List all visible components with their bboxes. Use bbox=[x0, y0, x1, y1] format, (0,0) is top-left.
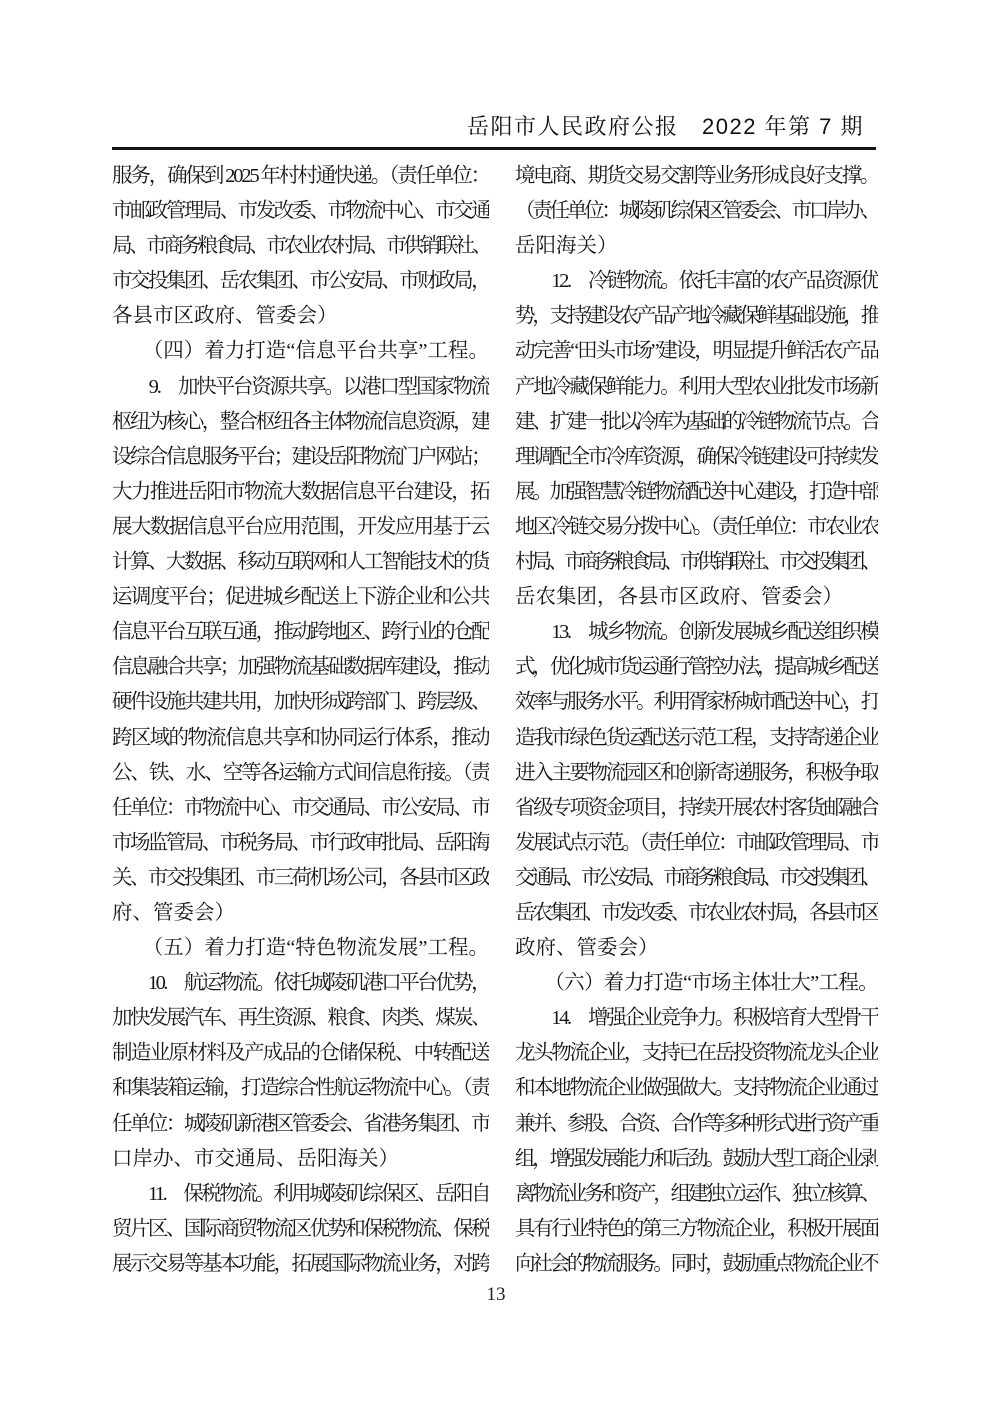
text-line: 14. 增强企业竞争力。积极培育大型骨干 bbox=[515, 1007, 878, 1030]
text-line: 势，支持建设农产品产地冷藏保鲜基础设施，推 bbox=[515, 305, 878, 328]
text-line: 境电商、期货交易交割等业务形成良好支撑。 bbox=[515, 165, 878, 187]
page-number: 13 bbox=[486, 1284, 506, 1305]
text-line: 市交投集团、岳农集团、市公安局、市财政局， bbox=[112, 270, 489, 293]
text-line: 省级专项资金项目，持续开展农村客货邮融合 bbox=[515, 796, 878, 819]
text-line: 展示交易等基本功能，拓展国际物流业务，对跨 bbox=[112, 1252, 489, 1275]
text-line: 信息平台互联互通，推动跨地区、跨行业的仓配 bbox=[112, 621, 489, 644]
text-line: 设综合信息服务平台；建设岳阳物流门户网站； bbox=[112, 445, 489, 468]
text-line: 交通局、市公安局、市商务粮食局、市交投集团、 bbox=[515, 866, 878, 889]
text-line: 制造业原材料及产成品的仓储保税、中转配送 bbox=[112, 1042, 489, 1065]
text-line: 和本地物流企业做强做大。支持物流企业通过 bbox=[515, 1077, 878, 1100]
text-line: 计算、大数据、移动互联网和人工智能技术的货 bbox=[112, 551, 489, 574]
text-line: 枢纽为核心，整合枢纽各主体物流信息资源，建 bbox=[112, 410, 489, 433]
text-line: 进入主要物流园区和创新寄递服务，积极争取 bbox=[515, 761, 878, 784]
text-line: 动完善“田头市场”建设，明显提升鲜活农产品 bbox=[515, 340, 878, 363]
text-line: 府、管委会） bbox=[112, 901, 235, 924]
text-line: 12. 冷链物流。依托丰富的农产品资源优 bbox=[515, 270, 878, 293]
text-line: 岳阳海关） bbox=[515, 235, 618, 258]
text-line: 具有行业特色的第三方物流企业，积极开展面 bbox=[515, 1217, 878, 1240]
gazette-header-title: 岳阳市人民政府公报 2022 年第 7 期 bbox=[466, 114, 864, 139]
right-text-column bbox=[515, 159, 878, 1282]
text-line: 运调度平台；促进城乡配送上下游企业和公共 bbox=[112, 586, 489, 609]
text-line: 跨区域的物流信息共享和协同运行体系，推动 bbox=[112, 726, 489, 749]
text-line: 和集装箱运输，打造综合性航运物流中心。（责 bbox=[112, 1077, 489, 1100]
text-line: 公、铁、水、空等各运输方式间信息衔接。（责 bbox=[112, 761, 489, 784]
text-line: 展。加强智慧冷链物流配送中心建设，打造中部 bbox=[515, 480, 878, 503]
text-line: 政府、管委会） bbox=[515, 937, 659, 960]
text-line: 式，优化城市货运通行管控办法，提高城乡配送 bbox=[515, 656, 878, 679]
text-line: 效率与服务水平。利用胥家桥城市配送中心，打 bbox=[515, 691, 878, 714]
text-line: 各县市区政府、管委会） bbox=[112, 305, 338, 328]
text-line: （五）着力打造“特色物流发展”工程。 bbox=[112, 937, 489, 960]
text-line: 兼并、参股、合资、合作等多种形式进行资产重 bbox=[515, 1112, 878, 1135]
text-line: 10. 航运物流。依托城陵矶港口平台优势， bbox=[112, 972, 489, 995]
text-line: 向社会的物流服务。同时，鼓励重点物流企业不 bbox=[515, 1252, 878, 1275]
text-line: 岳农集团、市发改委、市农业农村局，各县市区 bbox=[515, 901, 878, 924]
text-line: （四）着力打造“信息平台共享”工程。 bbox=[112, 340, 489, 363]
text-line: （六）着力打造“市场主体壮大”工程。 bbox=[515, 972, 878, 995]
text-line: 局、市商务粮食局、市农业农村局、市供销联社、 bbox=[112, 235, 489, 258]
text-line: 加快发展汽车、再生资源、粮食、肉类、煤炭、 bbox=[112, 1007, 489, 1030]
text-line: 展大数据信息平台应用范围，开发应用基于云 bbox=[112, 515, 489, 538]
left-text-column bbox=[112, 159, 489, 1282]
text-line: （责任单位：城陵矶综保区管委会、市口岸办、 bbox=[515, 200, 878, 223]
text-line: 任单位：市物流中心、市交通局、市公安局、市 bbox=[112, 796, 489, 819]
text-line: 硬件设施共建共用，加快形成跨部门、跨层级、 bbox=[112, 691, 489, 714]
header-rule bbox=[112, 147, 876, 150]
text-line: 贸片区、国际商贸物流区优势和保税物流、保税 bbox=[112, 1217, 489, 1240]
text-line: 口岸办、市交通局、岳阳海关） bbox=[112, 1147, 399, 1170]
text-line: 服务，确保到 2025 年村村通快递。（责任单位： bbox=[112, 165, 489, 187]
text-line: 市场监管局、市税务局、市行政审批局、岳阳海 bbox=[112, 831, 489, 854]
text-line: 13. 城乡物流。创新发展城乡配送组织模 bbox=[515, 621, 878, 644]
text-line: 离物流业务和资产，组建独立运作、独立核算、 bbox=[515, 1182, 878, 1205]
text-line: 信息融合共享；加强物流基础数据库建设，推动 bbox=[112, 656, 489, 679]
text-line: 市邮政管理局、市发改委、市物流中心、市交通 bbox=[112, 200, 489, 223]
text-line: 理调配全市冷库资源，确保冷链建设可持续发 bbox=[515, 445, 878, 468]
text-line: 岳农集团，各县市区政府、管委会） bbox=[515, 586, 843, 609]
text-line: 组，增强发展能力和后劲。鼓励大型工商企业剥 bbox=[515, 1147, 878, 1170]
text-line: 9. 加快平台资源共享。以港口型国家物流 bbox=[112, 375, 489, 398]
text-line: 产地冷藏保鲜能力。利用大型农业批发市场新 bbox=[515, 375, 878, 398]
text-line: 发展试点示范。（责任单位：市邮政管理局、市 bbox=[515, 831, 878, 854]
text-line: 任单位：城陵矶新港区管委会、省港务集团、市 bbox=[112, 1112, 489, 1135]
text-line: 关、市交投集团、市三荷机场公司，各县市区政 bbox=[112, 866, 489, 889]
text-line: 地区冷链交易分拨中心。（责任单位：市农业农 bbox=[515, 515, 878, 538]
text-line: 造我市绿色货运配送示范工程，支持寄递企业 bbox=[515, 726, 878, 749]
text-line: 村局、市商务粮食局、市供销联社、市交投集团、 bbox=[515, 551, 878, 574]
text-line: 建、扩建一批以冷库为基础的冷链物流节点。合 bbox=[515, 410, 878, 433]
text-line: 龙头物流企业，支持已在岳投资物流龙头企业 bbox=[515, 1042, 878, 1065]
text-line: 11. 保税物流。利用城陵矶综保区、岳阳自 bbox=[112, 1182, 489, 1205]
text-line: 大力推进岳阳市物流大数据信息平台建设，拓 bbox=[112, 480, 489, 503]
